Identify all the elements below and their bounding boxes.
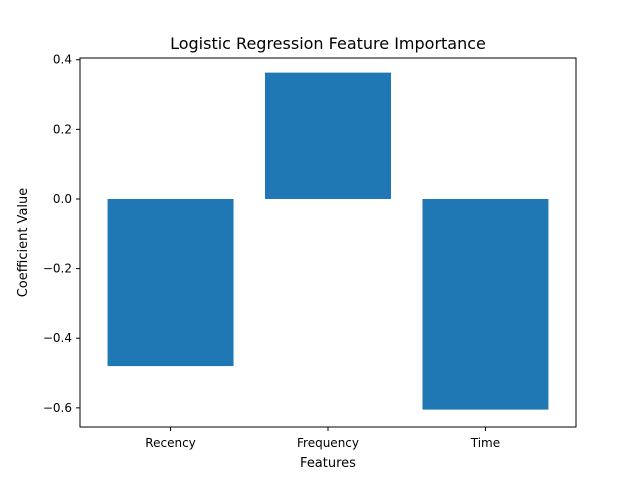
y-tick-label: 0.4 <box>52 52 72 67</box>
x-tick-label: Time <box>470 436 501 450</box>
bar-frequency <box>265 73 391 199</box>
x-axis-label: Features <box>300 456 356 471</box>
x-tick-label: Recency <box>145 436 196 450</box>
bar-recency <box>108 199 234 366</box>
y-axis-label: Coefficient Value <box>16 187 31 298</box>
chart-title: Logistic Regression Feature Importance <box>170 34 486 53</box>
x-tick-label: Frequency <box>297 436 359 450</box>
y-tick-label: −0.2 <box>42 261 72 276</box>
y-tick-label: −0.4 <box>42 331 72 346</box>
y-tick-label: 0.0 <box>52 191 72 206</box>
bar-time <box>422 199 548 410</box>
y-tick-label: 0.2 <box>52 122 72 137</box>
y-tick-label: −0.6 <box>42 400 72 415</box>
